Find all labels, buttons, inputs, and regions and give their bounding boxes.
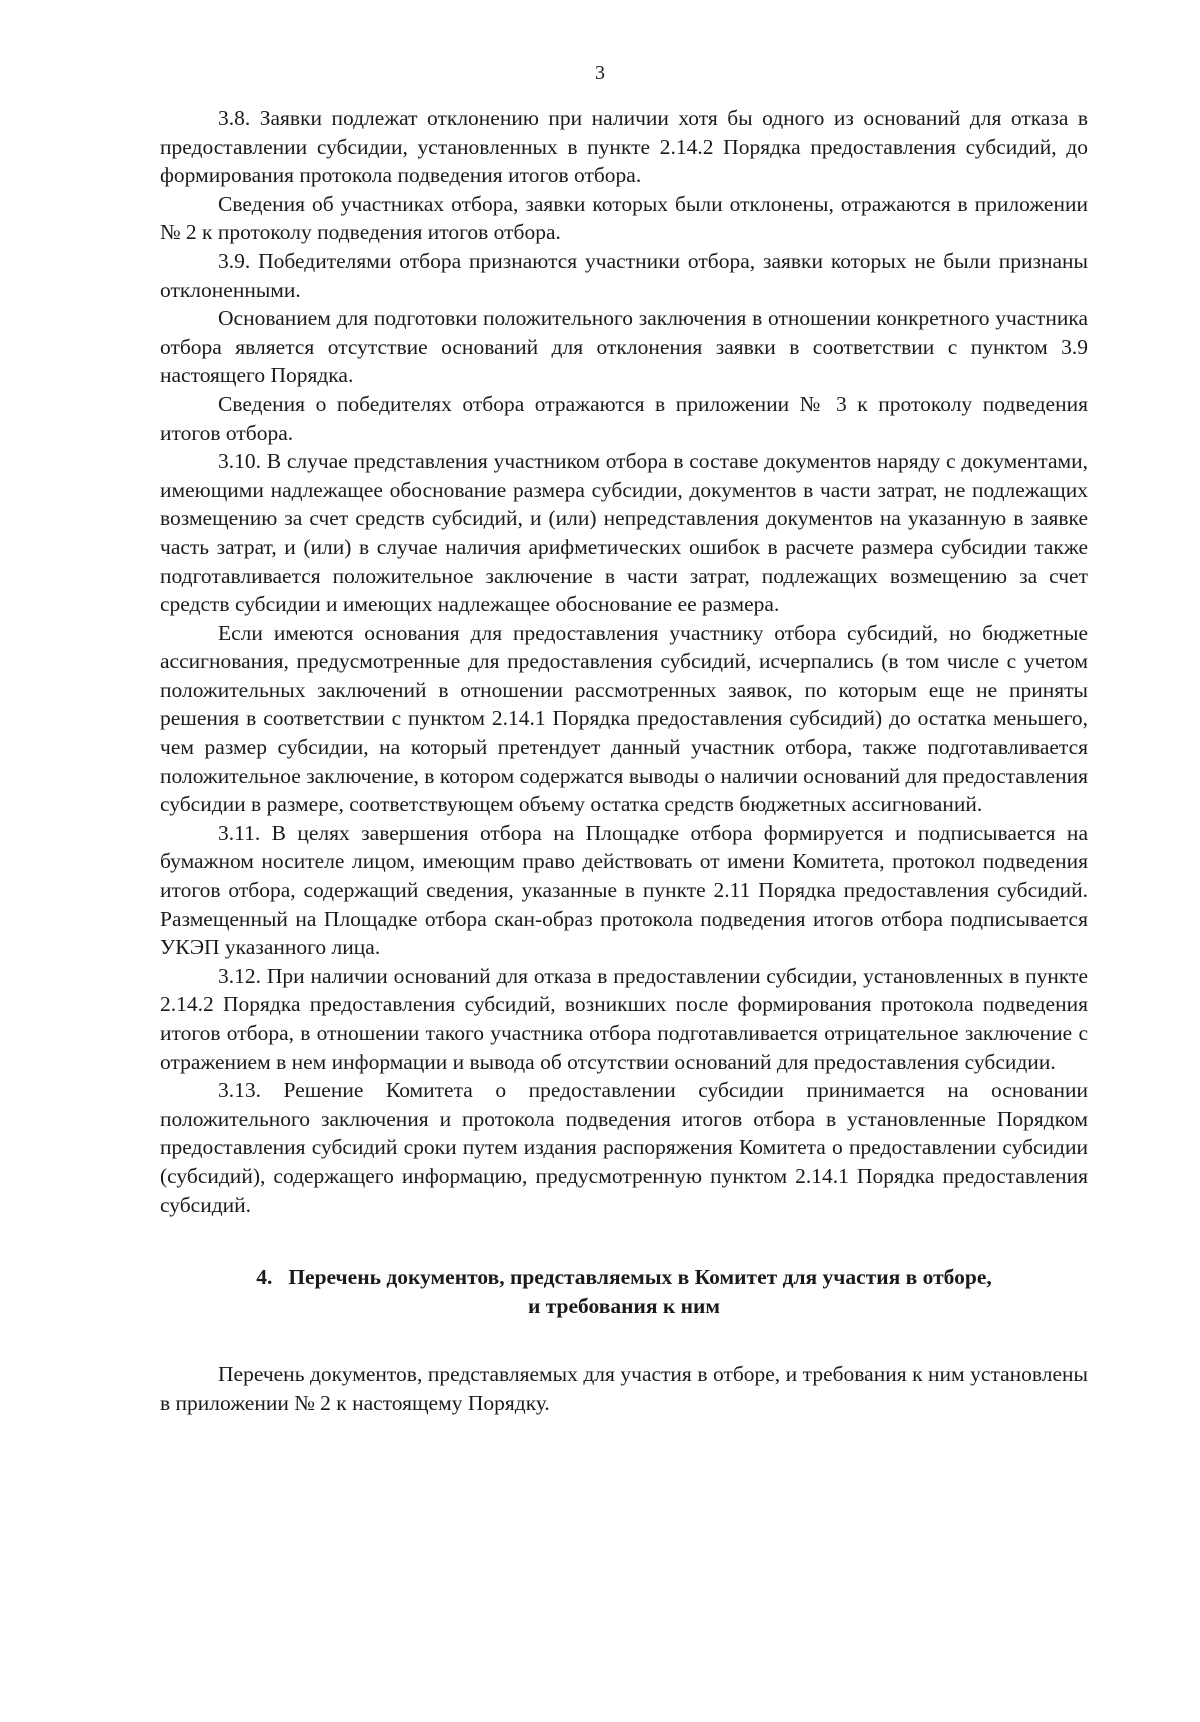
paragraph-3-8: 3.8. Заявки подлежат отклонению при наличии хотя бы одного из оснований для отказа в предоставлении субсидии, установленных в пункте 2.14.2 Порядка предоставления субсидий, до формирования протокола подведения итогов отбора. — [160, 106, 1088, 188]
paragraph-3-11: 3.11. В целях завершения отбора на Площадке отбора формируется и подписывается на бумажном носителе лицом, имеющим право действовать от имени Комитета, протокол подведения итогов отбора, содержащий сведения, указанные в пункте 2.11 Порядка предоставления субсидий. Размещенный на Площадке отбора скан-образ протокола подведения итогов отбора подписывается УКЭП указанного лица. — [160, 820, 1088, 960]
paragraph-3-9: 3.9. Победителями отбора признаются участники отбора, заявки которых не были признаны отклоненными. — [160, 248, 1088, 302]
paragraph-3-12: 3.12. При наличии оснований для отказа в предоставлении субсидии, установленных в пункте 2.14.2 Порядка предоставления субсидий, возникших после формирования протокола подведения итогов отбора, в отношении такого участника отбора подготавливается отрицательное заключение с отражением в нем информации и вывода об отсутствии оснований для предоставления субсидии. — [160, 963, 1088, 1074]
section-4-title-line1 — [160, 1263, 1088, 1292]
page-number: 3 — [595, 62, 605, 84]
paragraph-winners-info: Сведения о победителях отбора отражаются в приложении № 3 к протоколу подведения итогов отбора. — [160, 391, 1088, 445]
section-4-heading — [160, 1263, 1088, 1320]
paragraph-3-10: 3.10. В случае представления участником отбора в составе документов наряду с документами, имеющими надлежащее обоснование размера субсидии, документов в части затрат, не подлежащих возмещению за счет средств субсидий, и (или) непредставления документов на указанную в заявке часть затрат, и (или) в случае наличия арифметических ошибок в расчете размера субсидии также подготавливается положительное заключение в части затрат, подлежащих возмещению за счет средств субсидии и имеющих надлежащее обоснование ее размера. — [160, 449, 1088, 617]
paragraph-rejected-info: Сведения об участниках отбора, заявки которых были отклонены, отражаются в приложении № 2 к протоколу подведения итогов отбора. — [160, 191, 1088, 245]
section-4-title-line2: и требования к ним — [527, 1293, 721, 1318]
paragraph-positive-conclusion-basis: Основанием для подготовки положительного заключения в отношении конкретного участника отбора является отсутствие оснований для отклонения заявки в соответствии с пунктом 3.9 настоящего Порядка. — [160, 306, 1088, 388]
paragraph-section-4: Перечень документов, представляемых для участия в отборе, и требования к ним установлены в приложении № 2 к настоящему Порядку. — [160, 1362, 1088, 1415]
paragraph-3-13: 3.13. Решение Комитета о предоставлении субсидии принимается на основании положительного заключения и протокола подведения итогов отбора в установленные Порядком предоставления субсидий сроки путем издания распоряжения Комитета о предоставлении субсидии (субсидий), содержащего информацию, предусмотренную пунктом 2.14.1 Порядка предоставления субсидий. — [160, 1078, 1088, 1217]
section-4-number: 4. — [256, 1265, 273, 1290]
document-body — [160, 104, 1088, 1418]
paragraph-budget-exhausted: Если имеются основания для предоставления участнику отбора субсидий, но бюджетные ассигнования, предусмотренные для предоставления субсидий, исчерпались (в том числе с учетом положительных заключений в отношении рассмотренных заявок, по которым еще не приняты решения в соответствии с пунктом 2.14.1 Порядка предоставления субсидий) до остатка меньшего, чем размер субсидии, на который претендует данный участник отбора, также подготавливается положительное заключение, в котором содержатся выводы о наличии оснований для предоставления субсидии в размере, соответствующем объему остатка средств бюджетных ассигнований. — [160, 620, 1088, 817]
section-4-title-text: Перечень документов, представляемых в Комитет для участия в отборе, — [288, 1265, 992, 1290]
